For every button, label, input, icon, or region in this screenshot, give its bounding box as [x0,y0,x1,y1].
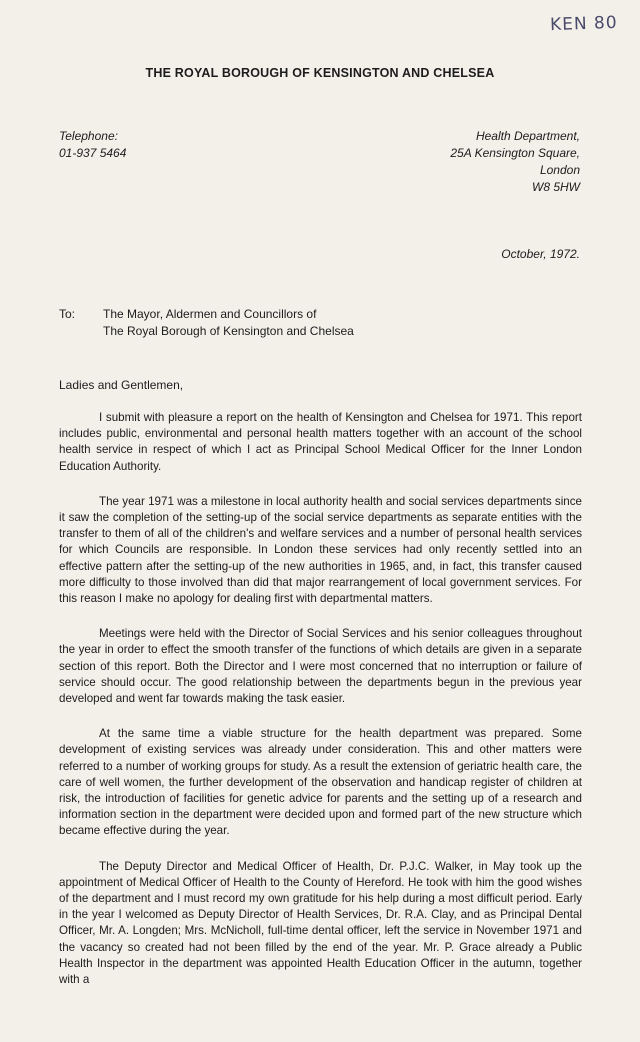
body-paragraph: The year 1971 was a milestone in local authority health and social services departments since it saw the completion of the setting-up of the social service departments as separate entities with the transfer to them of all of the children's and welfare services and a number of personal health services for which Councils are responsible. In London these services had only recently settled into an effective pattern after the setting-up of the new authorities in 1965, and, in fact, this transfer caused more difficulty to those involved than did that major rearrangement of local government services. For this reason I make no apology for dealing first with departmental matters. [59,494,582,606]
salutation: Ladies and Gentlemen, [59,378,184,392]
body-paragraph: At the same time a viable structure for the health department was prepared. Some development of existing services was already under consideration. This and other matters were referred to a number of working groups for study. As a result the extension of geriatric health care, the care of well women, the further development of the observation and handicap register of children at risk, the introduction of facilities for genetic advice for parents and the setting up of a research and information section in the department were decided upon and formed part of the new structure which became effective during the year. [59,727,582,838]
address-block [450,128,580,196]
telephone-block [59,128,126,162]
body-paragraph: I submit with pleasure a report on the health of Kensington and Chelsea for 1971. This report includes public, environmental and personal health matters together with an account of the school health service in respect of which I act as Principal School Medical Officer for the Inner London Education Authority. [59,411,582,473]
letter-body [59,410,582,1007]
telephone-label: Telephone: [59,129,118,143]
recipient-line: The Royal Borough of Kensington and Chelsea [103,324,354,338]
telephone-number: 01-937 5464 [59,146,127,160]
address-line: 25A Kensington Square, [450,146,580,160]
body-paragraph: The Deputy Director and Medical Officer of Health, Dr. P.J.C. Walker, in May took up the appointment of Medical Officer of Health to the County of Hereford. He took with him the good wishes of the department and I must record my own gratitude for his help during a most difficult period. Early in the year I welcomed as Deputy Director of Health Services, Dr. R.A. Clay, and as Principal Dental Officer, Mr. A. Longden; Mrs. McNicholl, full-time dental officer, left the service in November 1971 and the vacancy so created had not been filled by the end of the year. Mr. P. Grace already a Public Health Inspector in the department was appointed Health Education Officer in the autumn, together with a [59,859,582,987]
body-paragraph: Meetings were held with the Director of Social Services and his senior colleagues throughout the year in order to effect the smooth transfer of the functions of which details are given in a separate section of this report. Both the Director and I were most concerned that no interruption or failure of service should occur. The good relationship between the departments begun in the previous year developed and went far towards making the task easier. [59,627,582,706]
address-line: W8 5HW [532,180,580,194]
recipient-label: To: [59,307,76,321]
document-title: THE ROYAL BOROUGH OF KENSINGTON AND CHELSEA [145,66,495,80]
letter-date: October, 1972. [501,247,580,261]
address-line: Health Department, [475,129,580,143]
address-line: London [539,163,580,177]
recipient-line: The Mayor, Aldermen and Councillors of [103,307,317,321]
handwritten-annotation: KEN 80 [550,12,619,36]
